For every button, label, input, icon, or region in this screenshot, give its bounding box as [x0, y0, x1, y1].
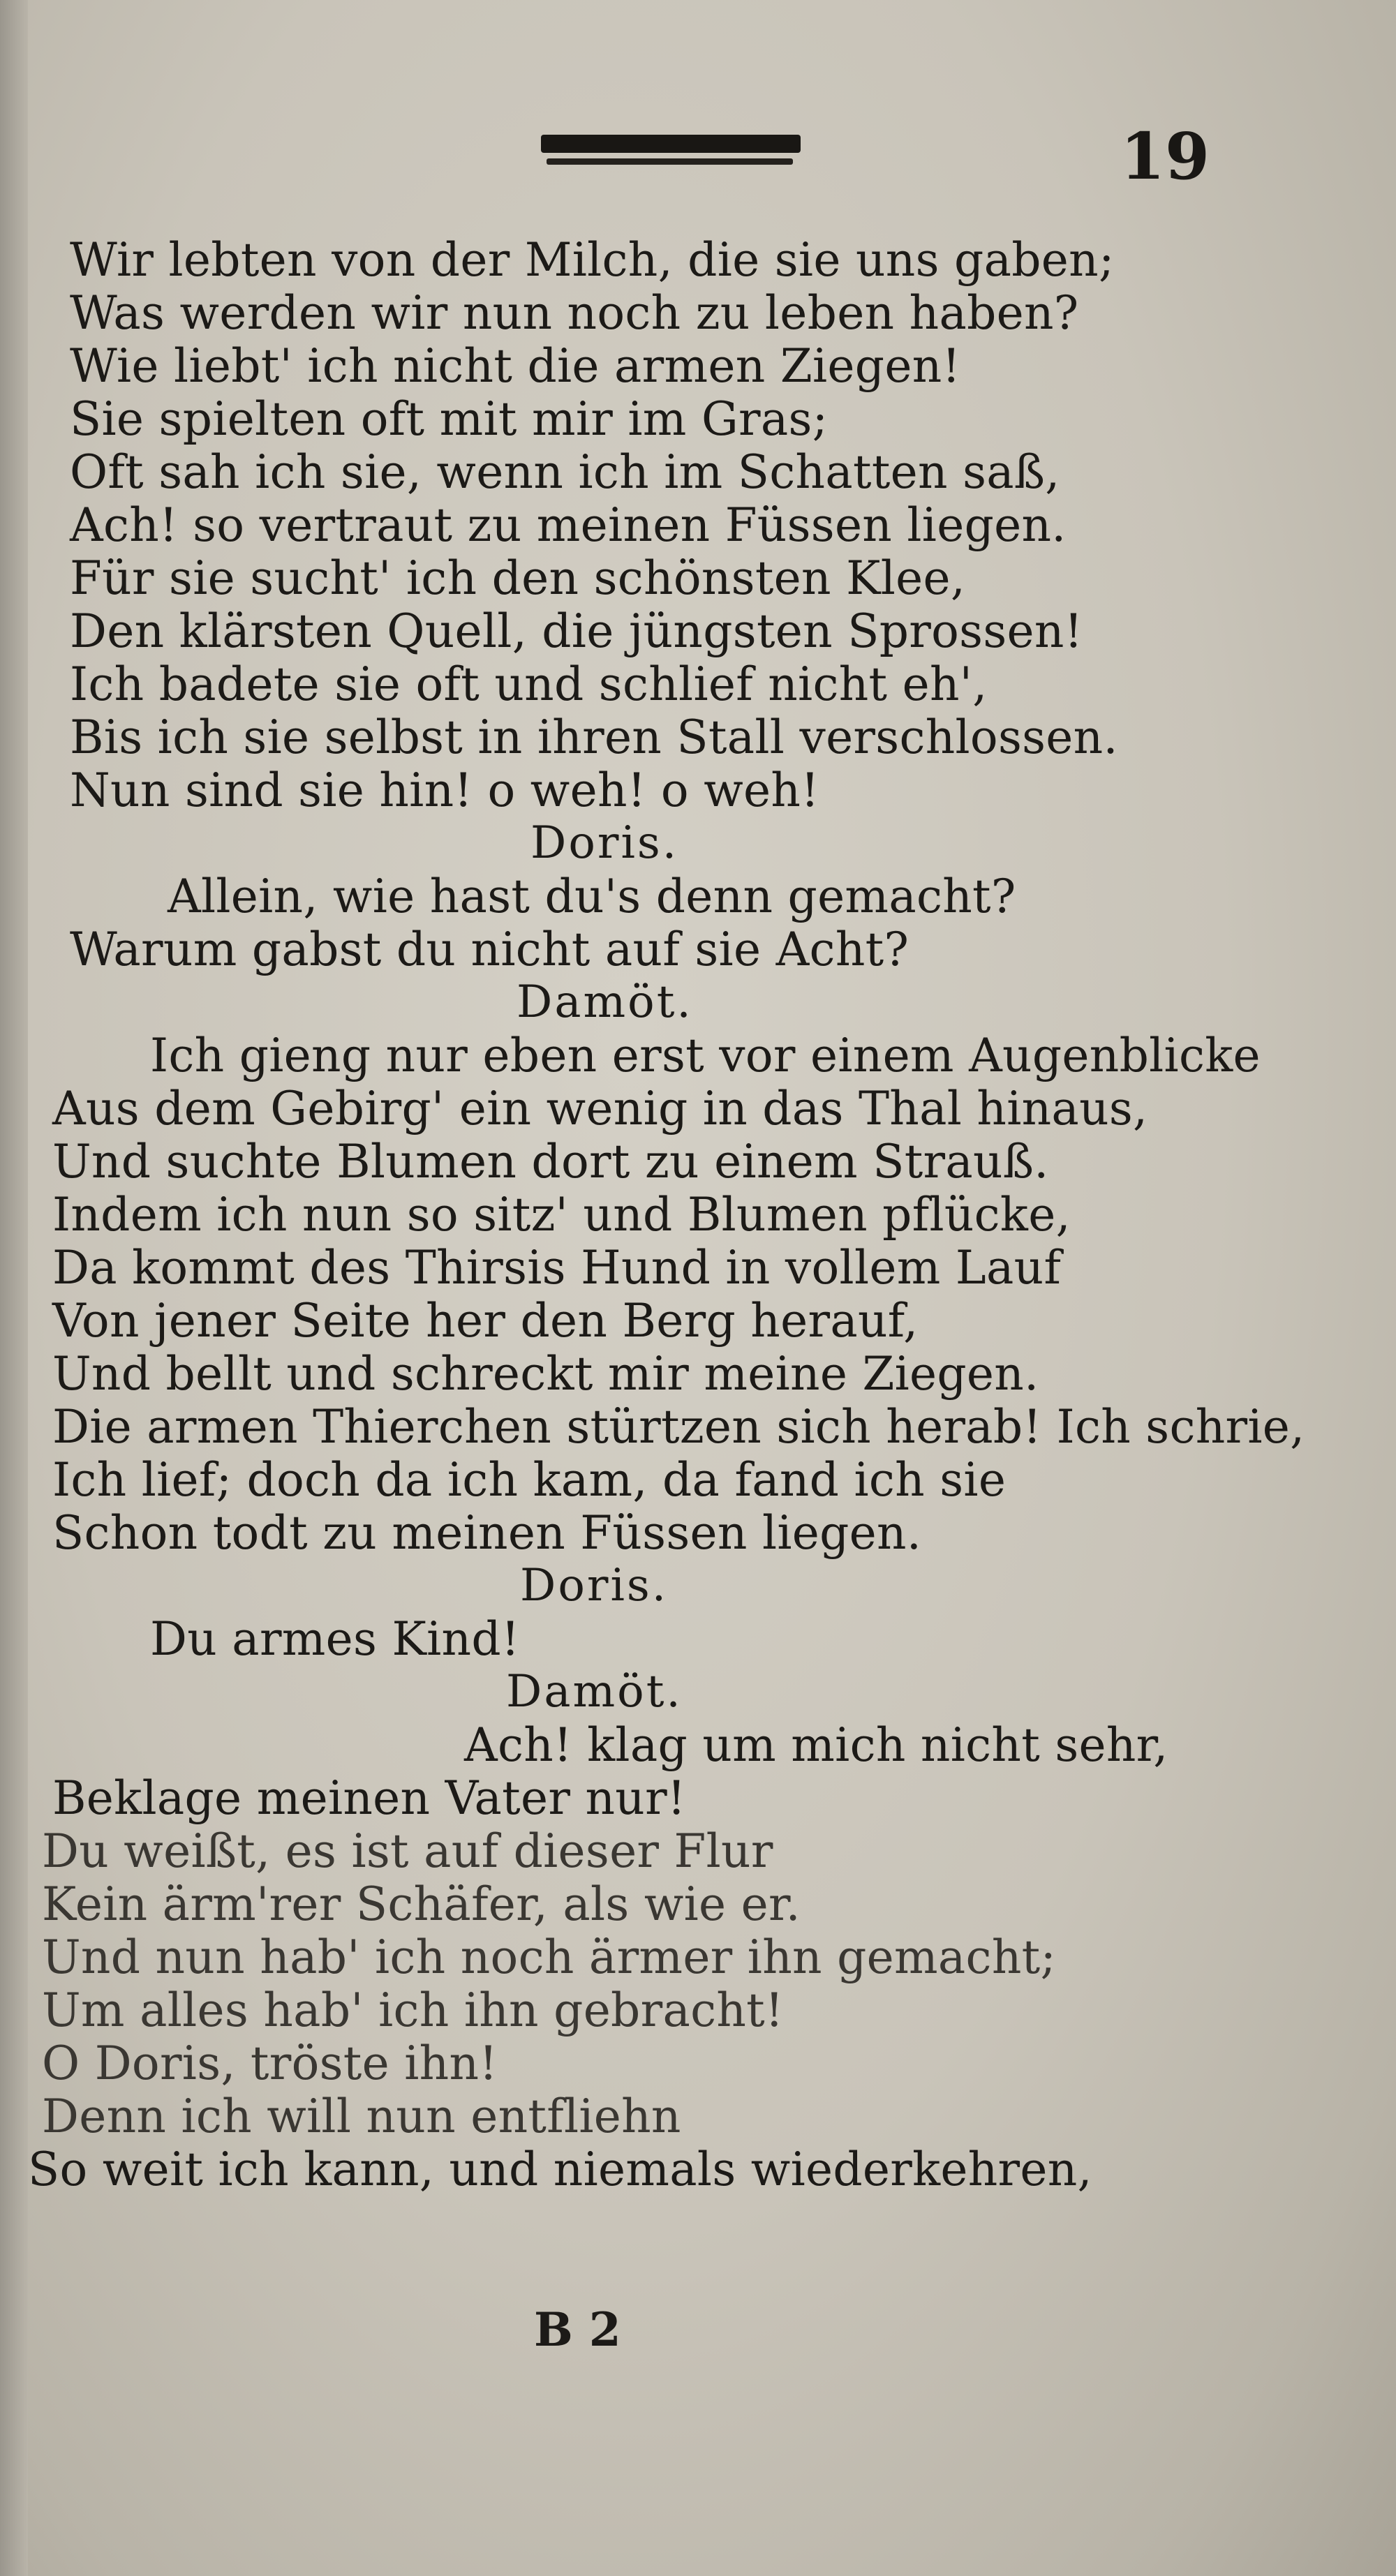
verse-line: Allein, wie hast du's denn gemacht?: [168, 870, 1016, 923]
verse-line: Und bellt und schreckt mir meine Ziegen.: [52, 1347, 1039, 1401]
verse-line: Sie spielten oft mit mir im Gras;: [70, 392, 829, 446]
verse-line: Beklage meinen Vater nur!: [52, 1771, 686, 1825]
verse-line: Ich gieng nur eben erst vor einem Augenblicke: [150, 1029, 1261, 1082]
speaker-name: Doris.: [520, 1560, 669, 1611]
verse-line: Den klärsten Quell, die jüngsten Sprossen!: [70, 604, 1083, 658]
verse-line: Kein ärm'rer Schäfer, als wie er.: [42, 1877, 801, 1931]
speaker-name: Damöt.: [517, 976, 693, 1028]
verse-line: Bis ich sie selbst in ihren Stall verschlossen.: [70, 710, 1118, 764]
verse-line: Nun sind sie hin! o weh! o weh!: [70, 764, 819, 817]
verse-line: Ich badete sie oft und schlief nicht eh',: [70, 657, 988, 711]
verse-line: Aus dem Gebirg' ein wenig in das Thal hinaus,: [52, 1082, 1148, 1136]
verse-line: Schon todt zu meinen Füssen liegen.: [52, 1506, 922, 1560]
header-rule: [541, 135, 801, 168]
verse-line: Ach! so vertraut zu meinen Füssen liegen.: [70, 498, 1067, 552]
page-edge: [0, 0, 28, 2576]
verse-line: Du weißt, es ist auf dieser Flur: [42, 1824, 773, 1878]
verse-line: Die armen Thierchen stürtzen sich herab! Ich schrie,: [52, 1400, 1305, 1454]
verse-line: Und suchte Blumen dort zu einem Strauß.: [52, 1135, 1049, 1189]
verse-line: Was werden wir nun noch zu leben haben?: [70, 286, 1079, 340]
verse-line: Da kommt des Thirsis Hund in vollem Lauf: [52, 1241, 1062, 1295]
verse-line: Oft sah ich sie, wenn ich im Schatten saß,: [70, 445, 1060, 499]
verse-line: Warum gabst du nicht auf sie Acht?: [70, 923, 909, 976]
speaker-name: Damöt.: [506, 1666, 683, 1718]
signature-mark: B 2: [534, 2302, 621, 2357]
verse-line: Ich lief; doch da ich kam, da fand ich sie: [52, 1453, 1007, 1507]
verse-line: Für sie sucht' ich den schönsten Klee,: [70, 551, 966, 605]
page-number: 19: [1120, 119, 1210, 194]
verse-line: Indem ich nun so sitz' und Blumen pflücke,: [52, 1188, 1071, 1242]
verse-line: O Doris, tröste ihn!: [42, 2037, 498, 2090]
verse-line: Denn ich will nun entfliehn: [42, 2090, 681, 2143]
speaker-name: Doris.: [530, 817, 679, 869]
verse-line: Wie liebt' ich nicht die armen Ziegen!: [70, 339, 961, 393]
verse-line: Wir lebten von der Milch, die sie uns gaben;: [70, 233, 1115, 287]
verse-line: Von jener Seite her den Berg herauf,: [52, 1294, 919, 1348]
verse-line: So weit ich kann, und niemals wiederkehren,: [28, 2143, 1092, 2196]
verse-line: Um alles hab' ich ihn gebracht!: [42, 1983, 784, 2037]
verse-line: Und nun hab' ich noch ärmer ihn gemacht;: [42, 1930, 1056, 1984]
verse-line: Ach! klag um mich nicht sehr,: [464, 1718, 1168, 1772]
verse-line: Du armes Kind!: [150, 1612, 520, 1666]
